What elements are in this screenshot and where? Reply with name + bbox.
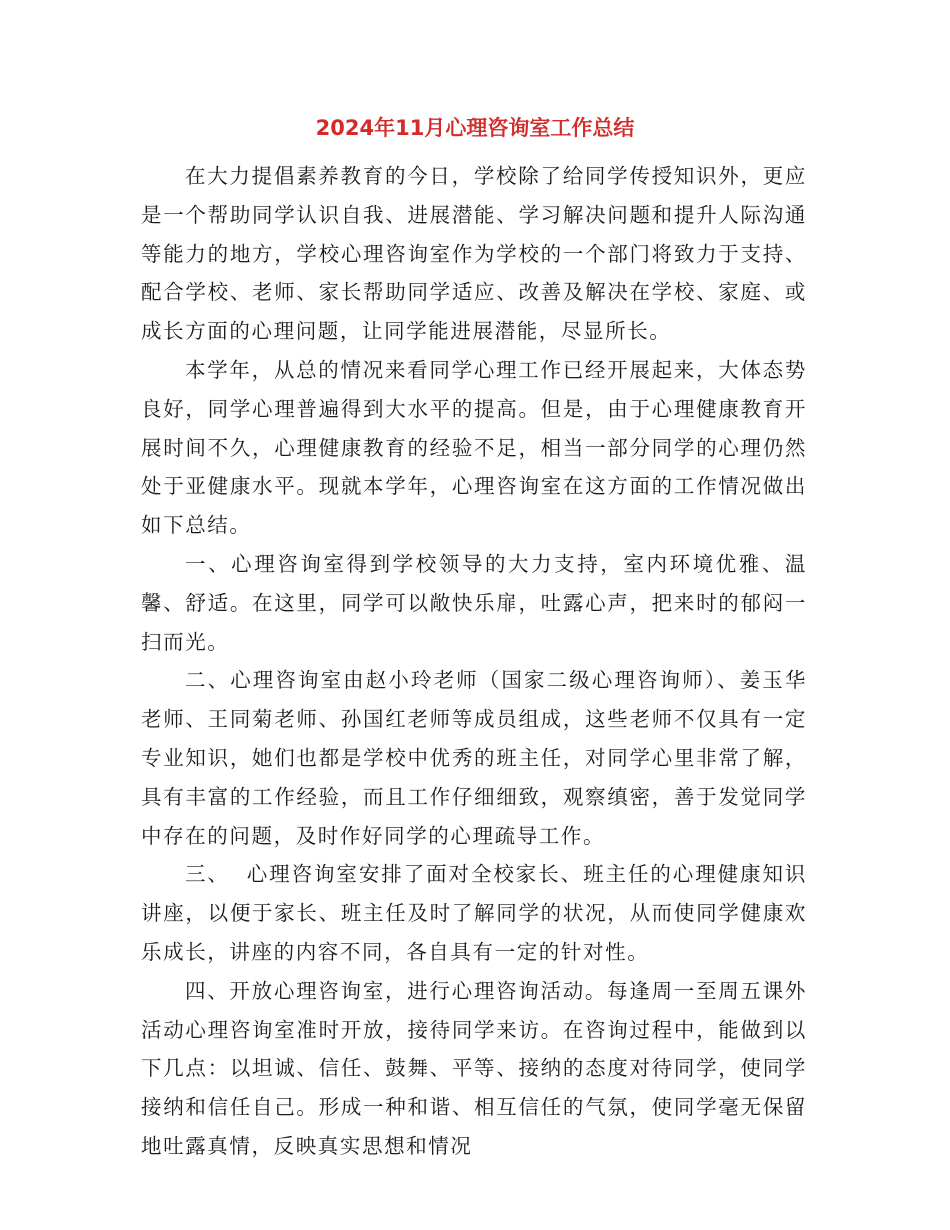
paragraph-intro: 在大力提倡素养教育的今日，学校除了给同学传授知识外，更应是一个帮助同学认识自我、进展潜能、学习解决问题和提升人际沟通等能力的地方，学校心理咨询室作为学校的一个部门将致力于支持、配合学校、老师、家长帮助同学适应、改善及解决在学校、家庭、或成长方面的心理问题，让同学能进展潜能，尽显所长。 [141, 164, 807, 344]
paragraph-item-1: 一、心理咨询室得到学校领导的大力支持，室内环境优雅、温馨、舒适。在这里，同学可以敞快乐扉，吐露心声，把来时的郁闷一扫而光。 [141, 551, 807, 654]
paragraph-item-3: 三、 心理咨询室安排了面对全校家长、班主任的心理健康知识讲座，以便于家长、班主任及时了解同学的状况，从而使同学健康欢乐成长，讲座的内容不同，各自具有一定的针对性。 [141, 862, 807, 964]
paragraph-item-4: 四、开放心理咨询室，进行心理咨询活动。每逢周一至周五课外活动心理咨询室准时开放，接待同学来访。在咨询过程中，能做到以下几点：以坦诚、信任、鼓舞、平等、接纳的态度对待同学，使同学接纳和信任自己。形成一种和谐、相互信任的气氛，使同学毫无保留地吐露真情，反映真实思想和情况 [141, 978, 807, 1158]
document-title: 2024年11月心理咨询室工作总结 [315, 116, 635, 140]
paragraph-item-2: 二、心理咨询室由赵小玲老师（国家二级心理咨询师）、姜玉华老师、王同菊老师、孙国红老师等成员组成，这些老师不仅具有一定专业知识，她们也都是学校中优秀的班主任，对同学心里非常了解，具有丰富的工作经验，而且工作仔细细致，观察缜密，善于发觉同学中存在的问题，及时作好同学的心理疏导工作。 [141, 668, 807, 848]
paragraph-overview: 本学年，从总的情况来看同学心理工作已经开展起来，大体态势良好，同学心理普遍得到大水平的提高。但是，由于心理健康教育开展时间不久，心理健康教育的经验不足，相当一部分同学的心理仍然处于亚健康水平。现就本学年，心理咨询室在这方面的工作情况做出如下总结。 [141, 357, 807, 538]
document-body [141, 157, 807, 1166]
